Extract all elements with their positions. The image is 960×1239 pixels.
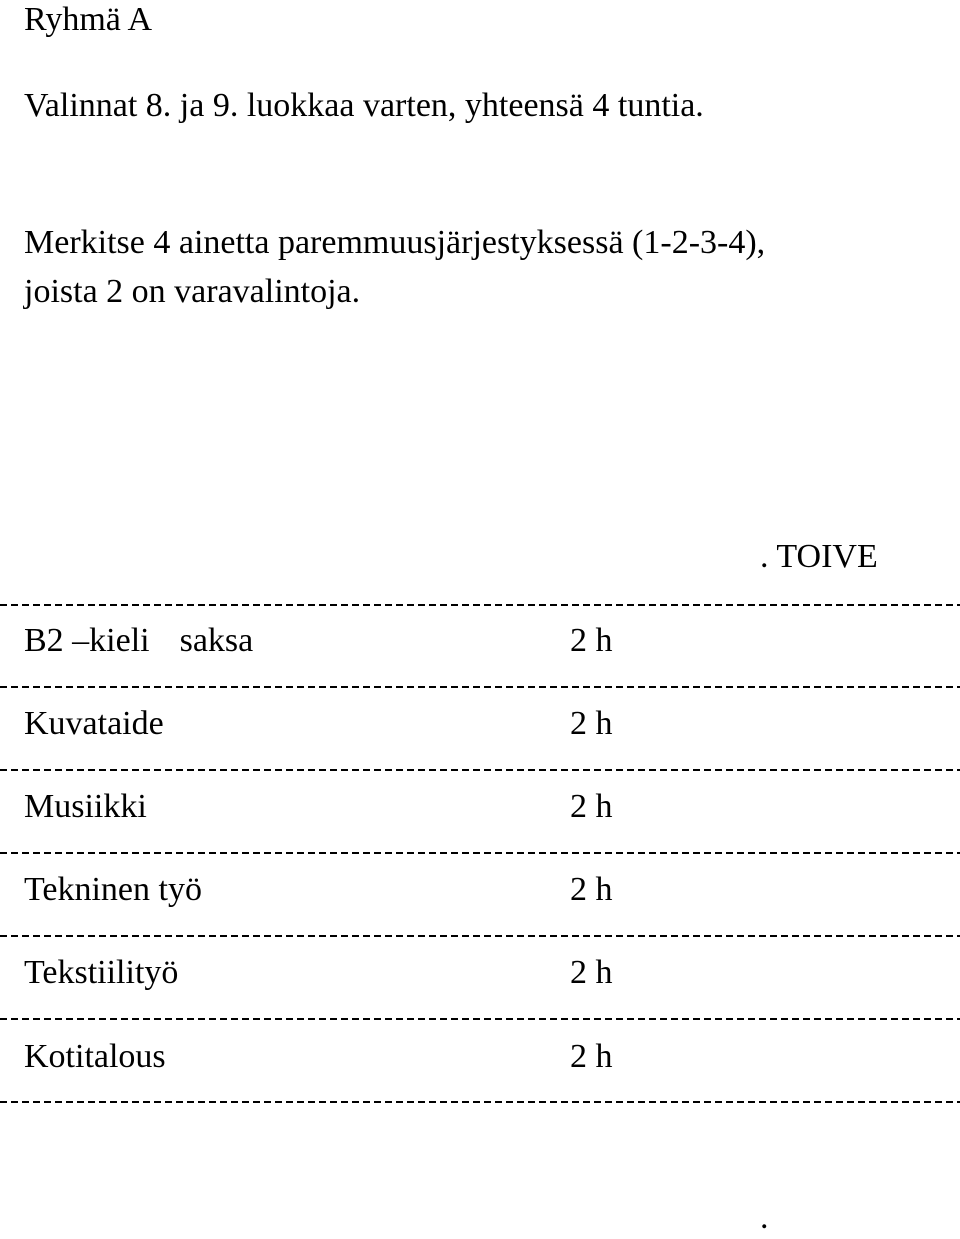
hours-cell: 2 h [570,705,613,742]
dashed-separator [0,604,960,606]
hours-cell: 2 h [570,954,613,991]
hours-cell: 2 h [570,622,613,659]
trailing-dot: . [760,1199,769,1236]
intro-text: Valinnat 8. ja 9. luokkaa varten, yhteensä 4 tuntia. [24,87,704,124]
dashed-separator [0,686,960,688]
subject-name: Musiikki [24,788,147,825]
subject-name: B2 –kieli [24,622,150,659]
subject-name: Tekstiilityö [24,954,179,991]
hours-cell: 2 h [570,788,613,825]
table-row [0,704,960,744]
table-row [0,953,960,993]
hours-cell: 2 h [570,1038,613,1075]
table-row [0,787,960,827]
table-row [0,1037,960,1077]
instruction-line-2: joista 2 on varavalintoja. [24,273,361,310]
dashed-separator [0,935,960,937]
subject-name: Kotitalous [24,1038,166,1075]
page-title: Ryhmä A [24,1,153,38]
table-row [0,870,960,910]
subject-name: Kuvataide [24,705,164,742]
instruction-line-1: Merkitse 4 ainetta paremmuusjärjestyksessä (1-2-3-4), [24,224,766,261]
dashed-separator [0,852,960,854]
table-row [0,621,960,661]
subject-detail: saksa [179,622,254,659]
subject-cell [24,621,253,661]
dashed-separator [0,1101,960,1103]
hours-cell: 2 h [570,871,613,908]
toive-column-header: . TOIVE [760,538,878,575]
dashed-separator [0,1018,960,1020]
subject-name: Tekninen työ [24,871,202,908]
dashed-separator [0,769,960,771]
